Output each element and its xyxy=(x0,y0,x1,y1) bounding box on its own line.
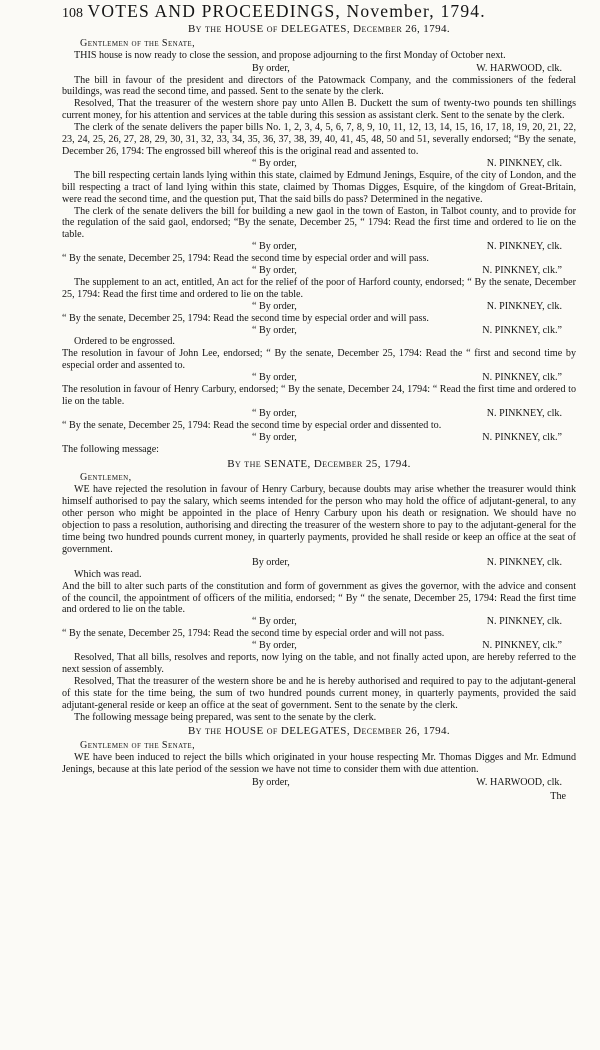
signature-pinkney xyxy=(252,616,576,628)
clerk-name: N. PINKNEY, clk. xyxy=(486,241,562,253)
heading-senate-dec25: By the SENATE, December 25, 1794. xyxy=(227,457,411,470)
paragraph-paper-bills: The clerk of the senate delivers the paper bills No. 1, 2, 3, 4, 5, 6, 7, 8, 9, 10, 11, 12, 13, 14, 15, 16, 17, 18, 19, 20, 21, 22, 23, 24, 25, 26, 27, 28, 29, 30, 31, 32, 33, 34, 35, 36, 37, 38, 39, 40, 41, 45, 48, 50 and 51, severally endorsed; “By the senate, December 26, 1794: The engrossed bill whereof this is the original read and assented to. xyxy=(62,122,576,157)
by-order: “ By order, xyxy=(252,431,297,443)
senate-endorsement: “ By the senate, December 25, 1794: Read the second time by especial order and dissented to. xyxy=(62,419,442,431)
paragraph-message-prepared: The following message being prepared, was sent to the senate by the clerk. xyxy=(74,711,377,723)
senate-endorsement: “ By the senate, December 25, 1794: Read the second time by especial order and will pass. xyxy=(62,312,429,324)
clerk-name: N. PINKNEY, clk. xyxy=(486,616,562,628)
clerk-name: N. PINKNEY, clk. xyxy=(486,157,562,169)
senate-endorsement: “ By the senate, December 25, 1794: Read the second time by especial order and will not pass. xyxy=(62,628,445,640)
by-order: “ By order, xyxy=(252,241,297,253)
signature-pinkney xyxy=(252,158,576,170)
running-header xyxy=(62,1,576,21)
clerk-name: W. HARWOOD, clk. xyxy=(476,777,562,789)
clerk-name: N. PINKNEY, clk. xyxy=(486,556,562,568)
paragraph-patowmack-bill: The bill in favour of the president and directors of the Patowmack Company, and the commissioners of the federal buildings, was read the second time, and passed. Sent to the senate by the clerk. xyxy=(62,74,576,98)
running-title: VOTES AND PROCEEDINGS, November, 1794. xyxy=(87,1,486,21)
by-order: By order, xyxy=(252,62,290,74)
paragraph-easton-gaol: The clerk of the senate delivers the bill for building a new gaol in the town of Easton, in Talbot county, and to provide for the regulation of the said gaol, endorsed; “By the senate, December 25, “ 1794: Read the first time and ordered to lie on the table. xyxy=(62,205,576,241)
by-order: “ By order, xyxy=(252,616,297,628)
paragraph-harford-poor: The supplement to an act, entitled, An act for the relief of the poor of Harford county, endorsed; “ By the senate, December 25, 1794: Read the first time and ordered to lie on the table. xyxy=(62,276,576,300)
paragraph-resolved-duckett: Resolved, That the treasurer of the western shore pay unto Allen B. Duckett the sum of twenty-two pounds ten shillings current money, for his attention and services at the table during this session as assistant clerk. Sent to the senate by the clerk. xyxy=(62,98,576,122)
clerk-name: W. HARWOOD, clk. xyxy=(476,62,562,74)
clerk-name: N. PINKNEY, clk.” xyxy=(482,431,562,443)
heading-house-dec26-final: By the HOUSE of DELEGATES, December 26, 1794. xyxy=(187,725,451,738)
page-number: 108 xyxy=(62,6,83,21)
paragraph-henry-carbury: The resolution in favour of Henry Carbury, endorsed; “ By the senate, December 24, 1794: “ Read the first time and ordered to lie on the table. xyxy=(62,384,576,407)
heading-house-dec26: By the HOUSE of DELEGATES, December 26, 1794. xyxy=(187,22,451,35)
salutation-senate-final: Gentlemen of the Senate, xyxy=(80,740,196,752)
paragraph-reject-bills: WE have been induced to reject the bills which originated in your house respecting Mr. Thomas Digges and Mr. Edmund Jenings, because at this late period of the session we have not time to consider them with due attention. xyxy=(62,752,576,776)
signature-pinkney xyxy=(252,325,576,337)
signature-pinkney xyxy=(252,265,576,277)
by-order: “ By order, xyxy=(252,407,297,419)
paragraph-john-lee: The resolution in favour of John Lee, endorsed; “ By the senate, December 25, 1794: Read the “ first and second time by especial order and assented to. xyxy=(62,348,576,372)
clerk-name: N. PINKNEY, clk.” xyxy=(482,324,562,336)
paragraph-following-message: The following message: xyxy=(62,443,159,455)
signature-pinkney xyxy=(252,557,576,569)
by-order: By order, xyxy=(252,777,290,789)
signature-pinkney xyxy=(252,301,576,313)
by-order: “ By order, xyxy=(252,640,297,652)
by-order: “ By order, xyxy=(252,300,297,312)
catchword: The xyxy=(550,791,566,802)
signature-pinkney xyxy=(252,372,576,384)
salutation-gentlemen: Gentlemen, xyxy=(80,472,132,484)
signature-harwood xyxy=(252,777,576,789)
clerk-name: N. PINKNEY, clk.” xyxy=(482,372,562,384)
senate-endorsement: “ By the senate, December 25, 1794: Read the second time by especial order and will pass. xyxy=(62,253,429,265)
clerk-name: N. PINKNEY, clk.” xyxy=(482,640,562,652)
paragraph-which-was-read: Which was read. xyxy=(74,568,142,580)
clerk-name: N. PINKNEY, clk. xyxy=(486,407,562,419)
by-order: “ By order, xyxy=(252,265,297,277)
clerk-name: N. PINKNEY, clk.” xyxy=(482,265,562,277)
signature-pinkney xyxy=(252,432,576,444)
clerk-name: N. PINKNEY, clk. xyxy=(486,300,562,312)
signature-pinkney xyxy=(252,408,576,420)
paragraph-close-session: THIS house is now ready to close the session, and propose adjourning to the first Monday of October next. xyxy=(74,49,506,61)
paragraph-lands-bill: The bill respecting certain lands lying within this state, claimed by Edmund Jenings, Esquire, of the city of London, and the bill respecting a tract of land lying within this state, claimed by Thomas Digges, Esquire, of the kingdom of Great-Britain, were read the second time, and the question put, That the said bills do pass? Determined in the negative. xyxy=(62,169,576,205)
paragraph-senate-message: WE have rejected the resolution in favour of Henry Carbury, because doubts may arise whether the treasurer would think himself authorised to pay the salary, which seems intended for the person who may hold the office of adjutant-general, to any other person who might be appointed in the place of Henry Carbury upon his death or resignation. We should have no objection to pass a resolution, authorising and directing the treasurer of the western shore to pay to the adjutant-general for the time being two hundred pounds current money, in quarterly payments, provided he shall reside or keep an office at the seat of government. xyxy=(62,484,576,555)
by-order: “ By order, xyxy=(252,157,297,169)
signature-pinkney xyxy=(252,640,576,652)
by-order: “ By order, xyxy=(252,324,297,336)
by-order: “ By order, xyxy=(252,372,297,384)
paragraph-resolved-refer: Resolved, That all bills, resolves and reports, now lying on the table, and not finally acted upon, are hereby referred to the next session of assembly. xyxy=(62,652,576,675)
by-order: By order, xyxy=(252,556,290,568)
paragraph-resolved-adjutant: Resolved, That the treasurer of the western shore be and he is hereby authorised and required to pay to the adjutant-general of this state for the time being, the sum of two hundred pounds current money, in quarterly payments, provided the said adjutant-general reside or keep an office at the seat of government. Sent to the senate by the clerk. xyxy=(62,675,576,711)
signature-harwood xyxy=(252,63,576,75)
paragraph-engrossed: Ordered to be engrossed. xyxy=(74,336,175,348)
signature-pinkney xyxy=(252,241,576,253)
salutation-senate: Gentlemen of the Senate, xyxy=(80,37,196,49)
paragraph-militia-bill: And the bill to alter such parts of the constitution and form of government as gives the governor, with the advice and consent of the council, the appointment of officers of the militia, endorsed; “ By “ the senate, December 25, 1794: Read the first time and ordered to lie on the table. xyxy=(62,580,576,616)
